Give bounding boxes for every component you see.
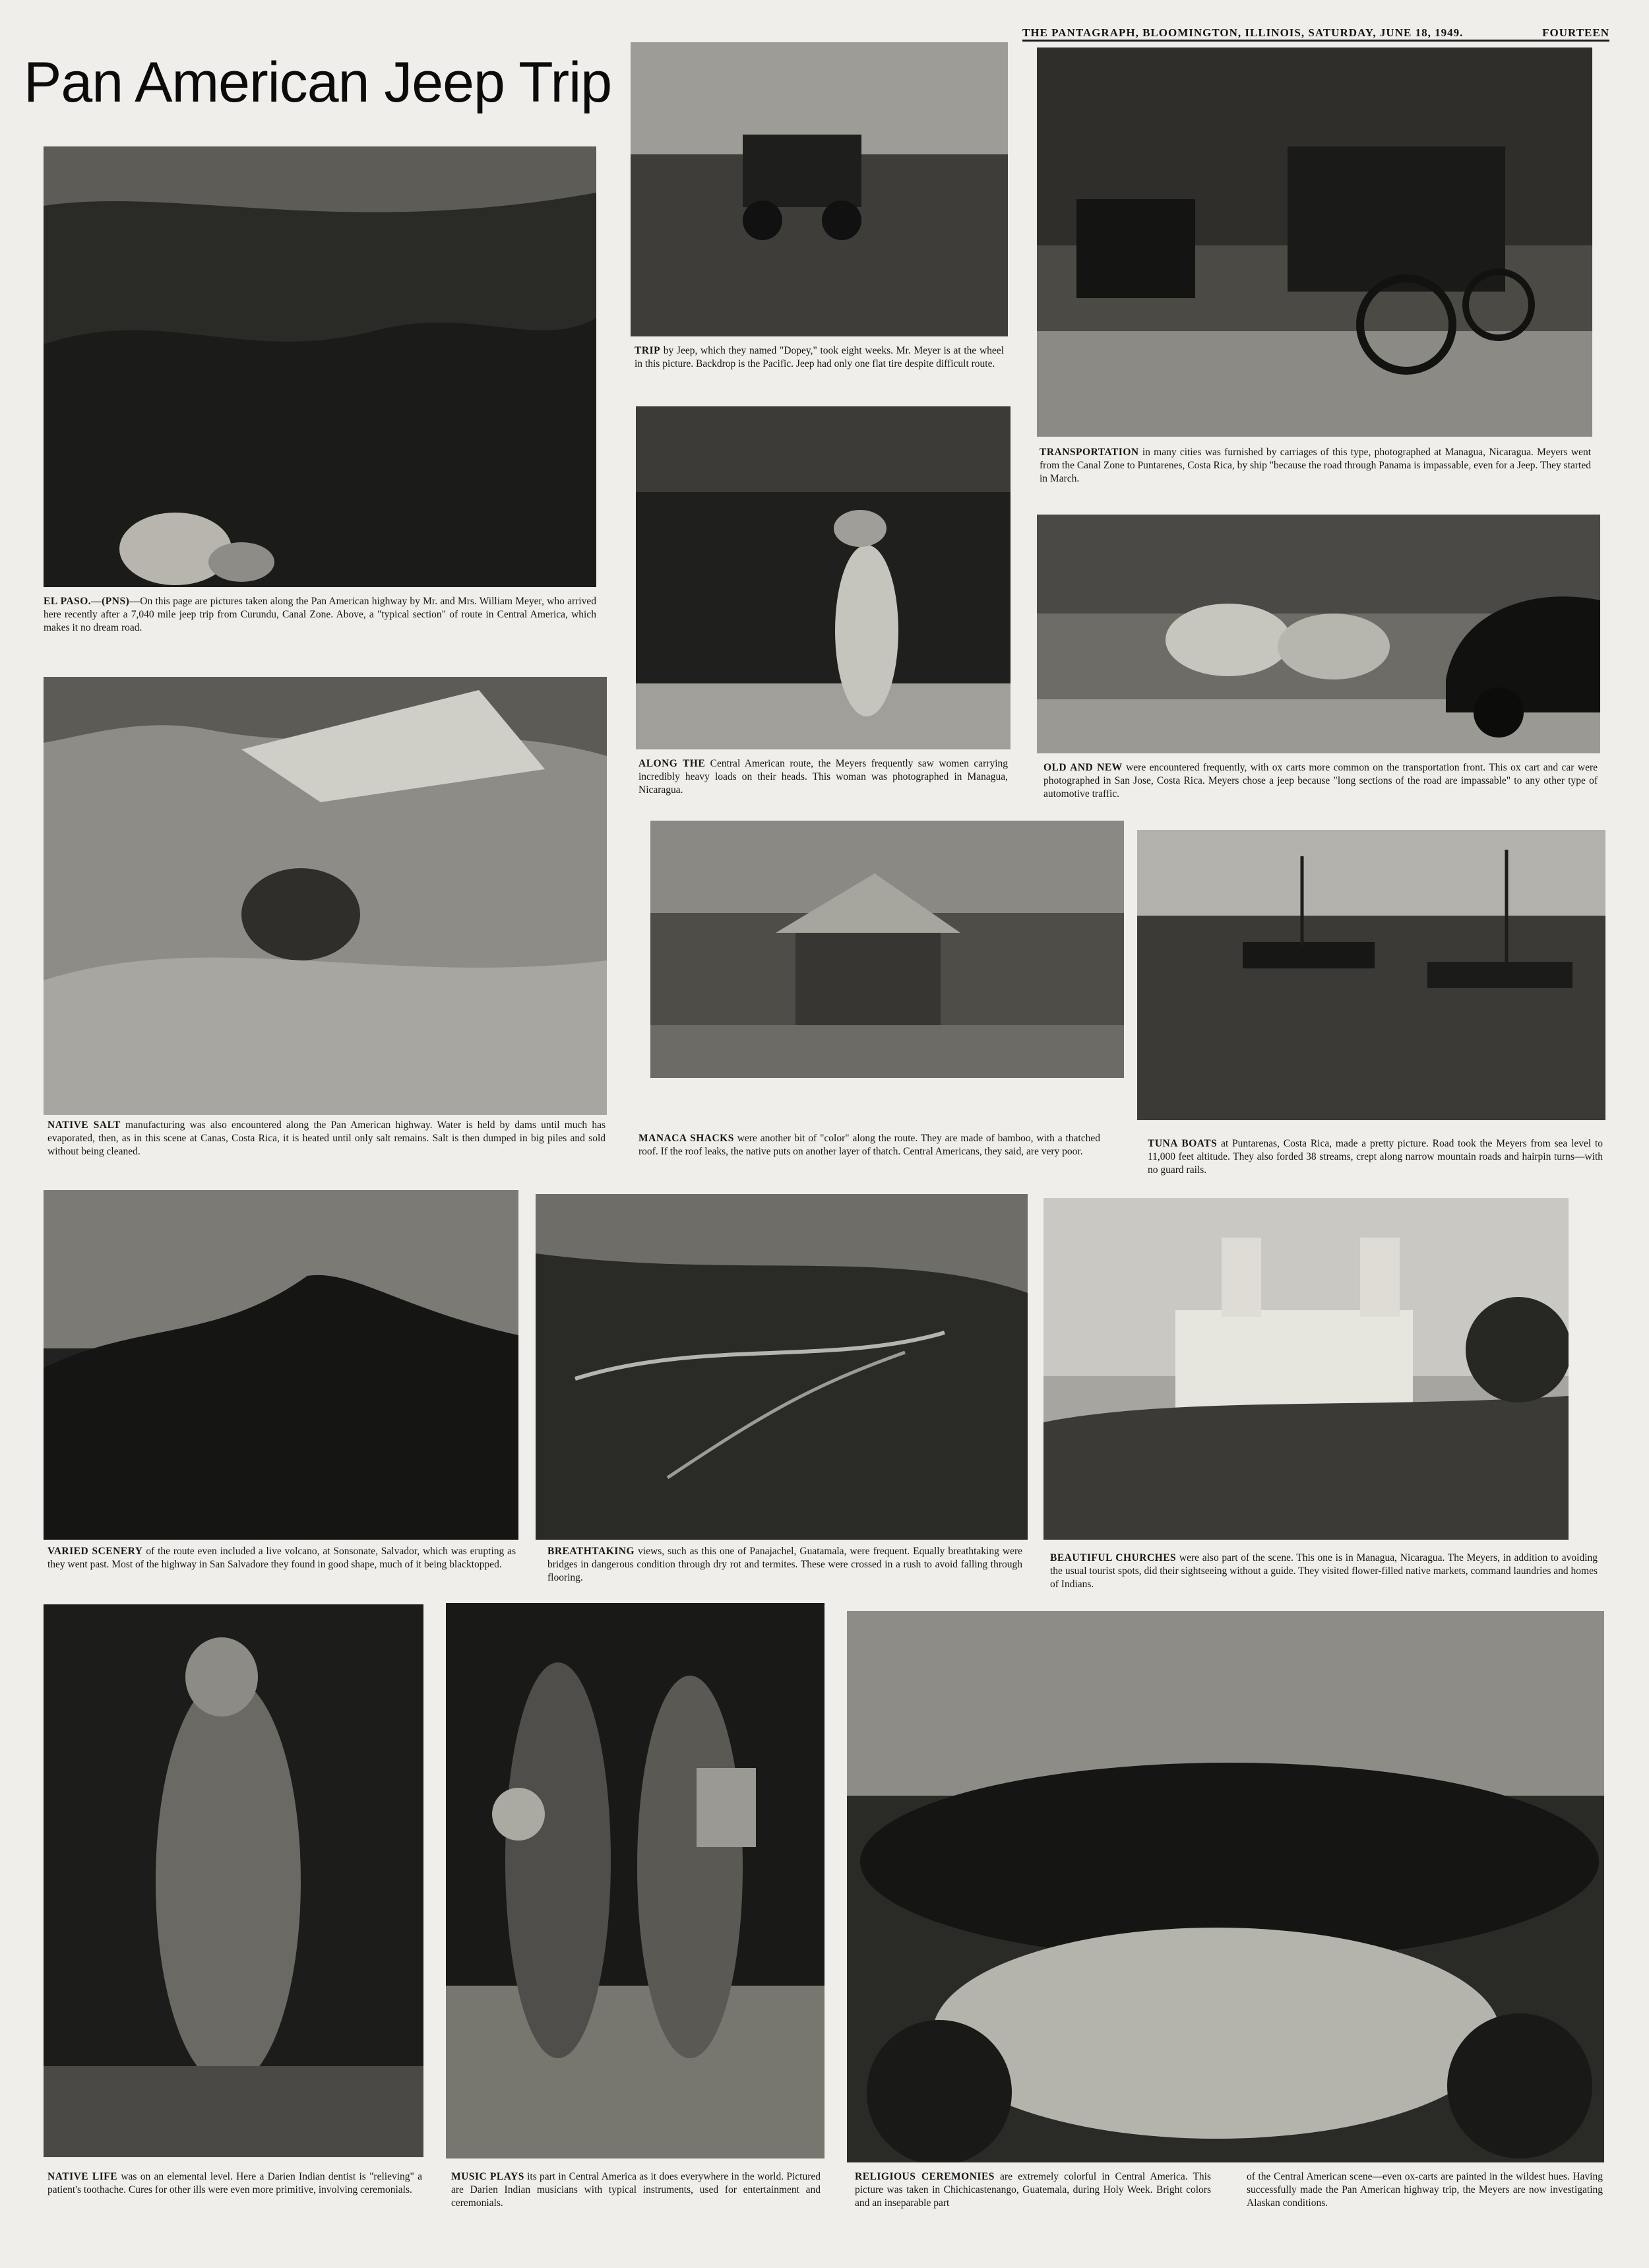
caption-lead: NATIVE LIFE <box>47 2171 118 2182</box>
panajachel-photo <box>536 1194 1028 1540</box>
caption-text: were encountered frequently, with ox carts more common on the transportation front. This ox cart and car were photographed in San Jose, Costa Rica. Meyers chose a jeep because "long sections of the road are impassable" to any other type of automotive traffic. <box>1043 762 1598 800</box>
caption-text: was on an elemental level. Here a Darien Indian dentist is "relieving" a patient's toothache. Cures for other ills were even more primitive, involving ceremonials. <box>47 2171 422 2195</box>
church-photo <box>1043 1198 1569 1540</box>
native-life-photo <box>44 1604 423 2157</box>
woman-photo <box>636 406 1011 749</box>
caption-churches <box>1050 1552 1598 1591</box>
caption-religious-left <box>855 2170 1211 2209</box>
caption-lead: NATIVE SALT <box>47 1119 121 1131</box>
road-photo <box>44 146 596 587</box>
caption-salt <box>47 1119 606 1158</box>
page-number: FOURTEEN <box>1542 26 1609 39</box>
caption-text: at Puntarenas, Costa Rica, made a pretty picture. Road took the Meyers from sea level to 11,000 feet altitude. They also forded 38 streams, crept along narrow mountain roads and hairpin turns—with no guard rails. <box>1148 1138 1603 1176</box>
caption-lead: MUSIC PLAYS <box>451 2171 524 2182</box>
caption-lead: BEAUTIFUL CHURCHES <box>1050 1552 1177 1563</box>
caption-transportation <box>1040 446 1591 485</box>
caption-old-new <box>1043 761 1598 800</box>
ceremony-photo <box>847 1611 1604 2162</box>
caption-lead: RELIGIOUS CEREMONIES <box>855 2171 995 2182</box>
caption-lead: TRANSPORTATION <box>1040 447 1139 458</box>
caption-breathtaking <box>547 1545 1022 1584</box>
caption-scenery <box>47 1545 516 1571</box>
caption-text: On this page are pictures taken along the Pan American highway by Mr. and Mrs. William Meyer, who arrived here recently after a 7,040 mile jeep trip from Curundu, Canal Zone. Above, a "typical section" of route in Central America, which makes it no dream road. <box>44 596 596 633</box>
tuna-photo <box>1137 830 1605 1120</box>
caption-lead: BREATHTAKING <box>547 1546 635 1557</box>
caption-lead: OLD AND NEW <box>1043 762 1123 773</box>
caption-el-paso <box>44 595 596 634</box>
caption-music <box>451 2170 821 2209</box>
caption-along <box>638 757 1008 796</box>
caption-text: in many cities was furnished by carriages of this type, photographed at Managua, Nicaragua. Meyers went from the Canal Zone to Puntarenes, Costa Rica, by ship "because the road through Panama is impassable, even for a Jeep. They started in March. <box>1040 447 1592 484</box>
music-photo <box>446 1603 824 2158</box>
caption-religious-right <box>1247 2170 1603 2209</box>
caption-lead: ALONG THE <box>638 758 706 769</box>
caption-lead: EL PASO.—(PNS)— <box>44 596 140 607</box>
caption-lead: VARIED SCENERY <box>47 1546 143 1557</box>
caption-lead: TUNA BOATS <box>1148 1138 1218 1149</box>
manaca-photo <box>650 821 1124 1078</box>
salt-photo <box>44 677 607 1115</box>
caption-lead: MANACA SHACKS <box>638 1133 734 1144</box>
masthead-paper: THE PANTAGRAPH, BLOOMINGTON, ILLINOIS, SATURDAY, JUNE 18, 1949. <box>1022 26 1464 39</box>
caption-tuna <box>1148 1137 1603 1176</box>
caption-text: its part in Central America as it does everywhere in the world. Pictured are Darien Indian musicians with typical instruments, used for entertainment and ceremonials. <box>451 2171 821 2209</box>
caption-lead: TRIP <box>635 345 661 356</box>
caption-trip <box>635 344 1004 371</box>
caption-text: of the Central American scene—even ox-carts are painted in the wildest hues. Having successfully made the Pan American highway trip, the Meyers are now investigating Alaskan conditions. <box>1247 2171 1603 2209</box>
caption-text: manufacturing was also encountered along the Pan American highway. Water is held by dams until much has evaporated, then, as in this scene at Canas, Costa Rica, it is heated until only salt remains. Salt is then dumped in big piles and sold without being cleaned. <box>47 1119 606 1157</box>
caption-manaca <box>638 1132 1100 1158</box>
caption-text: views, such as this one of Panajachel, Guatamala, were frequent. Equally breathtaking were bridges in dangerous condition through dry rot and termites. These were crossed in a rush to avoid falling through flooring. <box>547 1546 1023 1583</box>
caption-native-life <box>47 2170 422 2197</box>
caption-text: are extremely colorful in Central America. This picture was taken in Chichicastenango, Guatemala, during Holy Week. Bright colors and an inseparable part <box>855 2171 1212 2209</box>
caption-text: were also part of the scene. This one is in Managua, Nicaragua. The Meyers, in addition to avoiding the usual tourist spots, did their sightseeing without a guide. They visited flower-filled native markets, command laundries and homes of Indians. <box>1050 1552 1598 1590</box>
carriage-photo <box>1037 47 1592 437</box>
oxcart-photo <box>1037 515 1600 753</box>
caption-text: by Jeep, which they named "Dopey," took eight weeks. Mr. Meyer is at the wheel in this picture. Backdrop is the Pacific. Jeep had only one flat tire despite difficult route. <box>635 345 1004 369</box>
jeep-photo <box>631 42 1008 336</box>
caption-text: were another bit of "color" along the route. They are made of bamboo, with a thatched roof. If the roof leaks, the native puts on another layer of thatch. Central Americans, they said, are very poor. <box>638 1133 1100 1157</box>
caption-text: of the route even included a live volcano, at Sonsonate, Salvador, which was erupting as they went past. Most of the highway in San Salvadore they found in good shape, much of it being blacktopped. <box>47 1546 516 1570</box>
caption-text: Central American route, the Meyers frequently saw women carrying incredibly heavy loads on their heads. This woman was photographed in Managua, Nicaragua. <box>638 758 1008 796</box>
masthead <box>1022 22 1609 42</box>
volcano-photo <box>44 1190 518 1540</box>
page-headline: Pan American Jeep Trip <box>24 51 612 114</box>
